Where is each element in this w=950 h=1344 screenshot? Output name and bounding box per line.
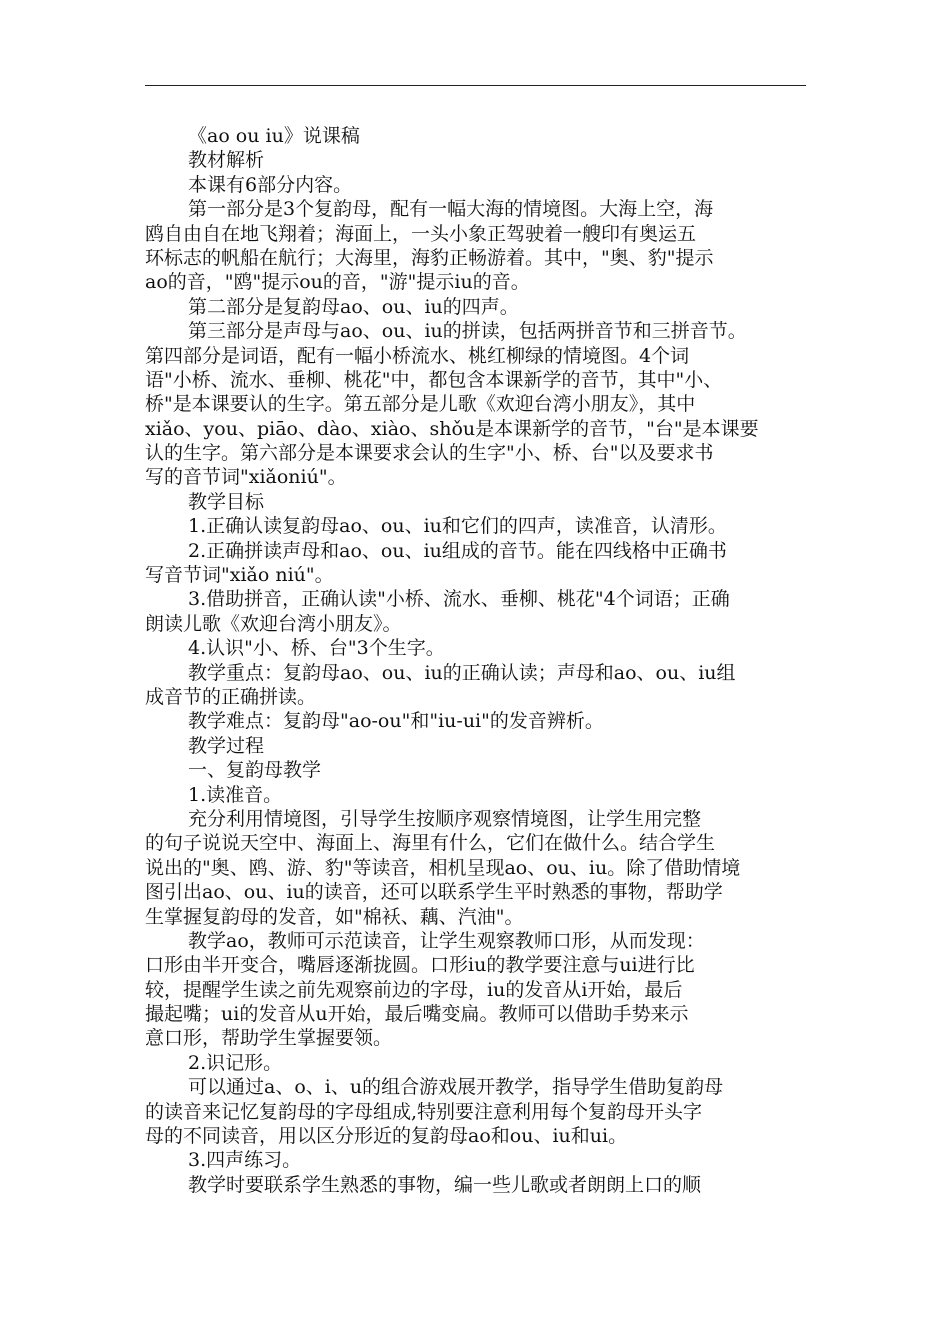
text-line: 第二部分是复韵母ao、ou、iu的四声。 [188,295,519,318]
text-line: 充分利用情境图，引导学生按顺序观察情境图，让学生用完整 [188,807,702,830]
text-line: 桥"是本课要认的生字。第五部分是儿歌《欢迎台湾小朋友》，其中 [145,393,696,416]
text-line: 教学过程 [188,734,265,757]
text-line: 第四部分是词语，配有一幅小桥流水、桃红柳绿的情境图。4个词 [145,344,690,367]
text-line: 本课有6部分内容。 [188,173,353,196]
text-line: 教学ao，教师可示范读音，让学生观察教师口形，从而发现： [188,929,705,952]
text-line: 图引出ao、ou、iu的读音，还可以联系学生平时熟悉的事物，帮助学 [145,881,723,904]
text-line: 撮起嘴；ui的发音从u开始，最后嘴变扁。教师可以借助手势来示 [145,1003,689,1026]
text-line: 4.认识"小、桥、台"3个生字。 [188,637,445,660]
text-line: 3.借助拼音，正确认读"小桥、流水、垂柳、桃花"4个词语；正确 [188,588,730,611]
text-line: 一、复韵母教学 [188,759,322,782]
text-line: 可以通过a、o、i、u的组合游戏展开教学，指导学生借助复韵母 [188,1076,724,1099]
text-line: 说出的"奥、鸥、游、豹"等读音，相机呈现ao、ou、iu。除了借助情境 [145,856,741,879]
text-line: 意口形，帮助学生掌握要领。 [145,1027,393,1050]
text-line: 2.识记形。 [188,1051,283,1074]
text-line: 写音节词"xiǎo niú"。 [145,564,334,587]
text-line: 1.读准音。 [188,783,283,806]
text-line: 教学时要联系学生熟悉的事物，编一些儿歌或者朗朗上口的顺 [188,1173,702,1196]
text-line: 教学重点：复韵母ao、ou、iu的正确认读；声母和ao、ou、iu组 [188,661,736,684]
text-line: 口形由半开变合，嘴唇逐渐拢圆。口形iu的教学要注意与ui进行比 [145,954,695,977]
text-line: xiǎo、you、piāo、dào、xiào、shǒu是本课新学的音节，"台"是本课要 [145,417,759,440]
text-line: 1.正确认读复韵母ao、ou、iu和它们的四声，读准音，认清形。 [188,515,727,538]
text-line: 3.四声练习。 [188,1149,302,1172]
text-line: 第一部分是3个复韵母，配有一幅大海的情境图。大海上空，海 [188,198,714,221]
text-line: 鸥自由自在地飞翔着；海面上，一头小象正驾驶着一艘印有奥运五 [145,222,697,245]
text-line: 第三部分是声母与ao、ou、iu的拼读，包括两拼音节和三拼音节。 [188,320,747,343]
text-line: 母的不同读音，用以区分形近的复韵母ao和ou、iu和ui。 [145,1125,628,1148]
text-line: 教材解析 [188,149,265,172]
text-line: 语"小桥、流水、垂柳、桃花"中，都包含本课新学的音节，其中"小、 [145,368,723,391]
text-line: 环标志的帆船在航行；大海里，海豹正畅游着。其中，"奥、豹"提示 [145,246,714,269]
text-line: 较，提醒学生读之前先观察前边的字母，iu的发音从i开始，最后 [145,978,683,1001]
text-line: 写的音节词"xiǎoniú"。 [145,466,347,489]
document-body [145,124,806,1197]
text-line: 教学难点：复韵母"ao-ou"和"iu-ui"的发音辨析。 [188,710,604,733]
text-line: ao的音，"鸥"提示ou的音，"游"提示iu的音。 [145,271,530,294]
text-line: 的读音来记忆复韵母的字母组成,特别要注意利用每个复韵母开头字 [145,1100,703,1123]
text-line: 的句子说说天空中、海面上、海里有什么，它们在做什么。结合学生 [145,832,716,855]
header-rule [145,85,806,86]
text-line: 成音节的正确拼读。 [145,685,317,708]
text-line: 教学目标 [188,490,265,513]
text-line: 生掌握复韵母的发音，如"棉袄、藕、汽油"。 [145,905,524,928]
text-line: 认的生字。第六部分是本课要求会认的生字"小、桥、台"以及要求书 [145,442,714,465]
text-line: 朗读儿歌《欢迎台湾小朋友》。 [145,612,402,635]
text-line: 《ao ou iu》说课稿 [188,125,360,147]
text-line: 2.正确拼读声母和ao、ou、iu组成的音节。能在四线格中正确书 [188,539,727,562]
